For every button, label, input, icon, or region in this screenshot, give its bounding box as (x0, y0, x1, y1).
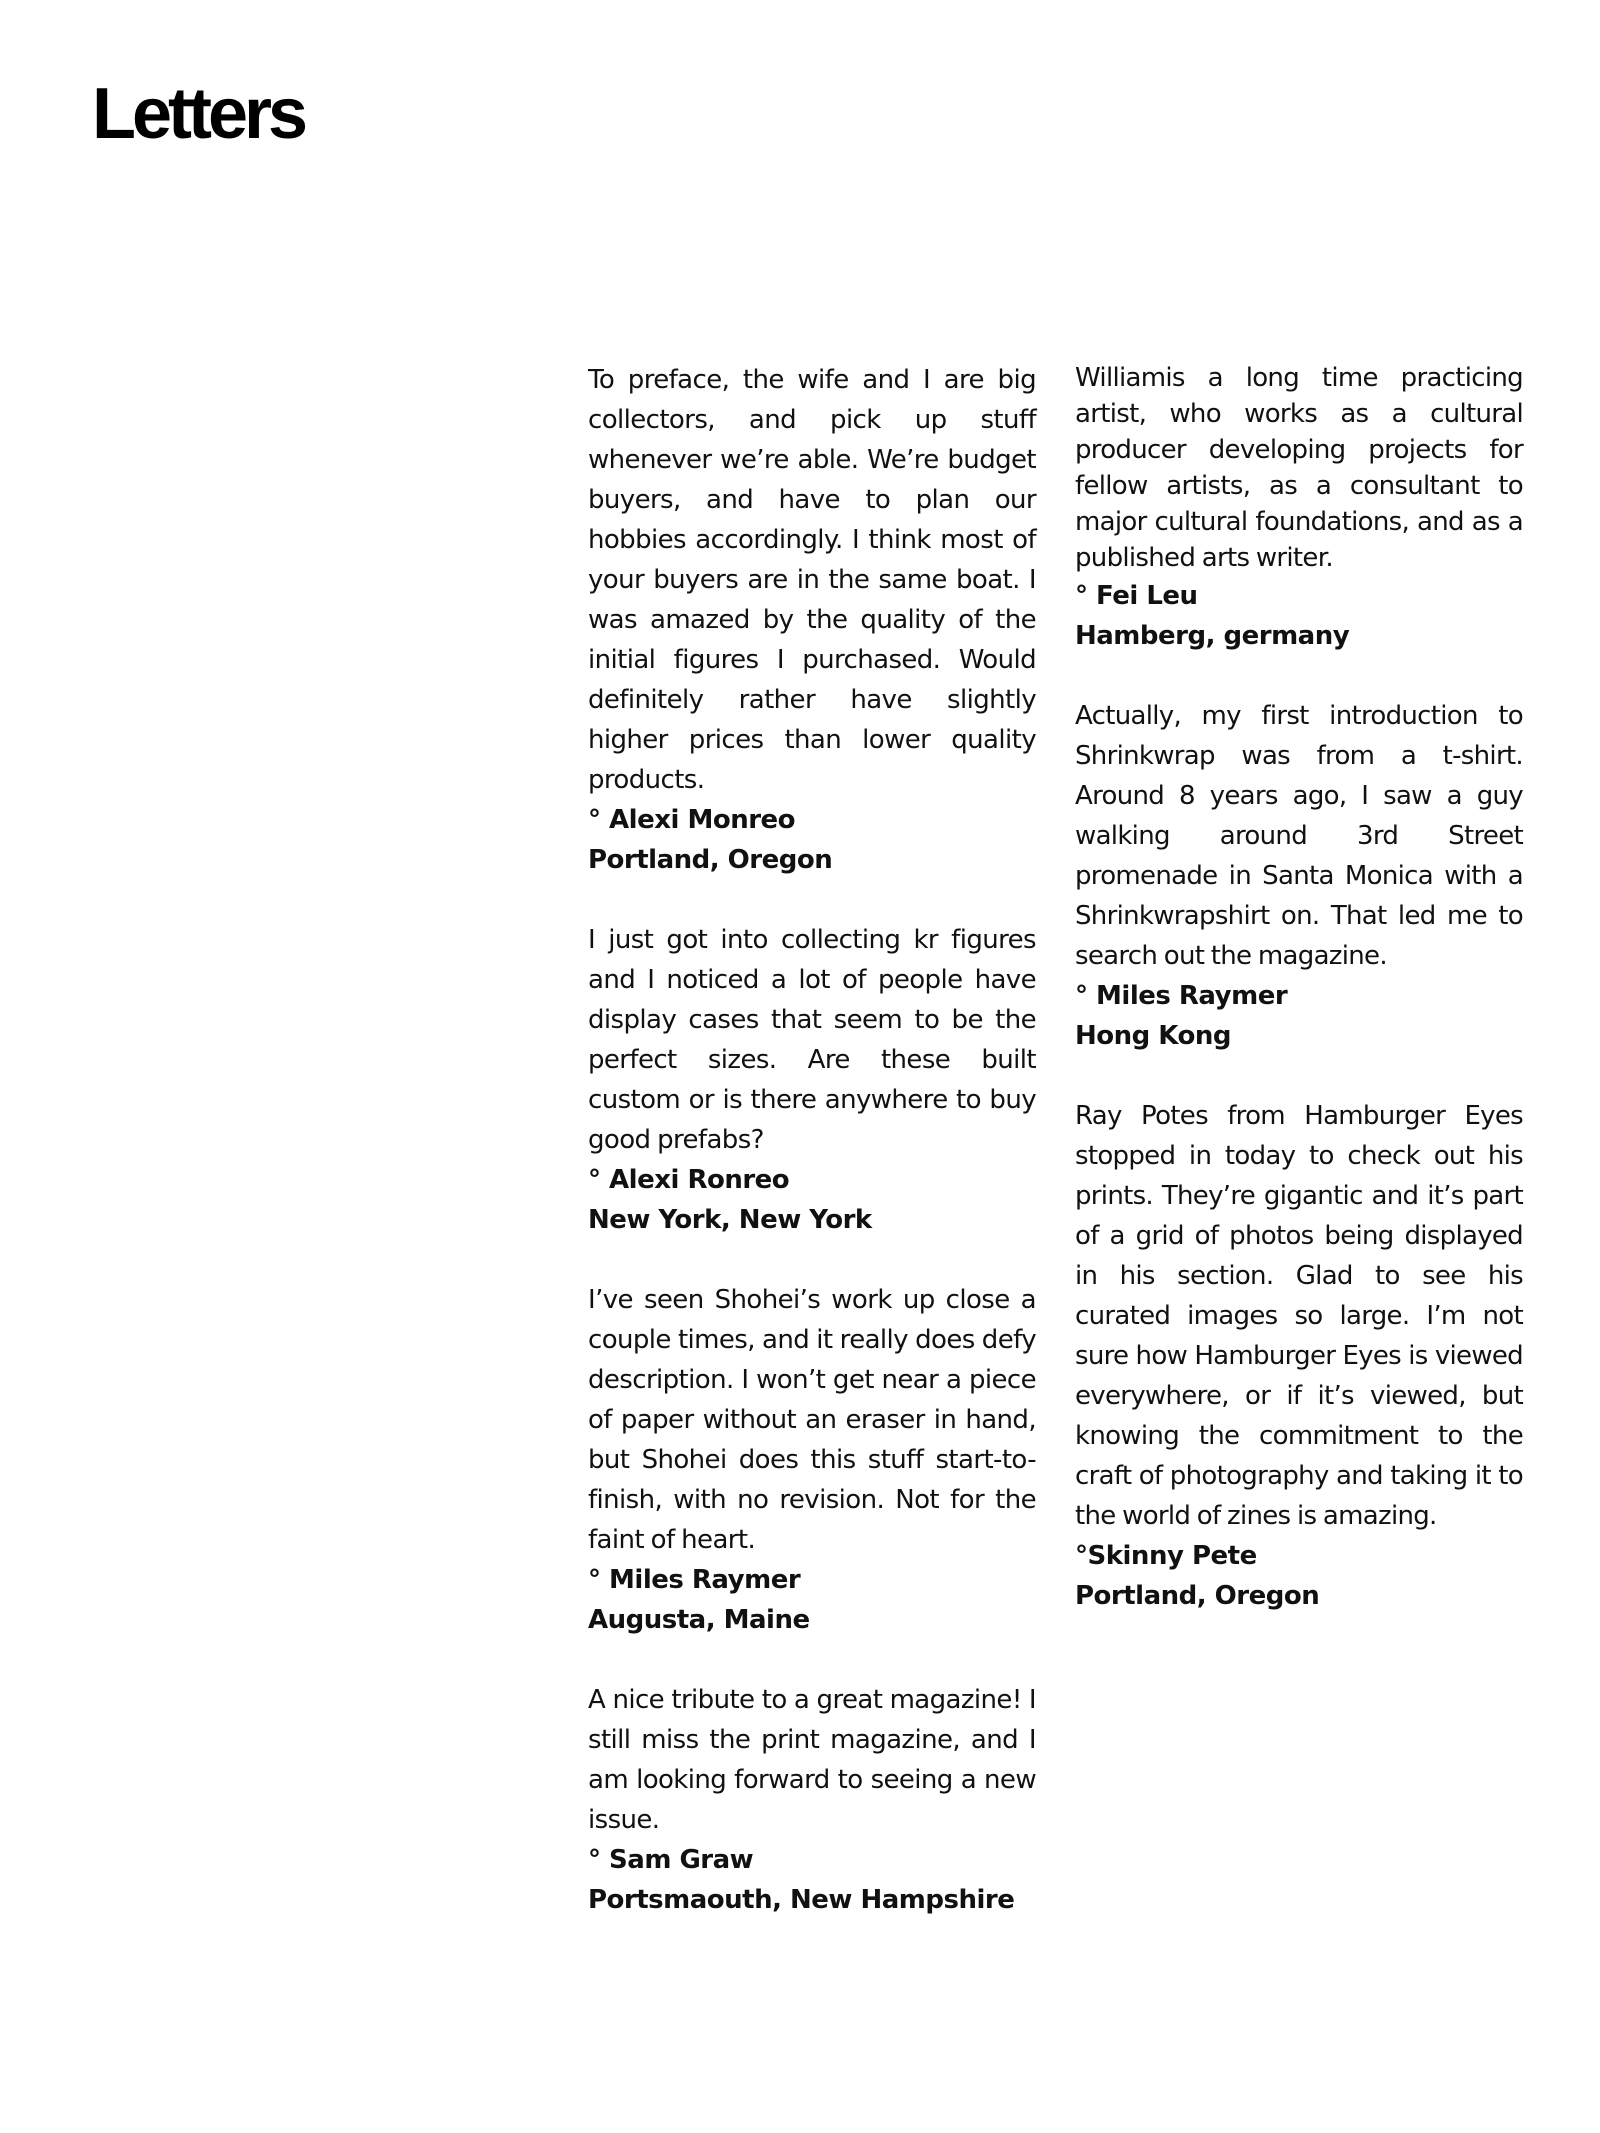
letter-body: I just got into collecting kr figures and I noticed a lot of people have display cases that seem to be the perfect sizes. Are these built custom or is there anywhere to buy good prefabs? (588, 925, 1036, 1155)
letter-location: Portland, Oregon (1075, 1581, 1320, 1611)
letters-column-left (588, 360, 1036, 1960)
letter (1075, 696, 1523, 1056)
letter-author: ° Miles Raymer (588, 1565, 801, 1595)
letter (588, 360, 1036, 880)
letter (588, 1280, 1036, 1640)
letter-body: To preface, the wife and I are big collectors, and pick up stuff whenever we’re able. We’re budget buyers, and have to plan our hobbies accordingly. I think most of your buyers are in the same boat. I was amazed by the quality of the initial figures I purchased. Would definitely rather have slightly higher prices than lower quality products. (588, 365, 1036, 795)
letter-author: ° Sam Graw (588, 1845, 754, 1875)
letter-author: ° Miles Raymer (1075, 981, 1288, 1011)
letter-location: Portland, Oregon (588, 845, 833, 875)
letter-body: I’ve seen Shohei’s work up close a couple times, and it really does defy description. I won’t get near a piece of paper without an eraser in hand, but Shohei does this stuff start-to-finish, with no revision. Not for the faint of heart. (588, 1285, 1036, 1555)
letter (588, 920, 1036, 1240)
letter-location: New York, New York (588, 1205, 872, 1235)
letter-location: Portsmaouth, New Hampshire (588, 1885, 1015, 1915)
letter-body: Ray Potes from Hamburger Eyes stopped in today to check out his prints. They’re gigantic and it’s part of a grid of photos being displayed in his section. Glad to see his curated images so large. I’m not sure how Hamburger Eyes is viewed everywhere, or if it’s viewed, but knowing the commitment to the craft of photography and taking it to the world of zines is amazing. (1075, 1101, 1523, 1531)
letter-author: ° Alexi Monreo (588, 805, 796, 835)
letter-body: Actually, my first introduction to Shrinkwrap was from a t-shirt. Around 8 years ago, I saw a guy walking around 3rd Street promenade in Santa Monica with a Shrinkwrapshirt on. That led me to search out the magazine. (1075, 701, 1523, 971)
letter-author: ° Fei Leu (1075, 581, 1198, 611)
letter (1075, 1096, 1523, 1616)
letters-column-right (1075, 360, 1523, 1656)
letter-author: °Skinny Pete (1075, 1541, 1257, 1571)
letter (588, 1680, 1036, 1920)
letter (1075, 360, 1523, 656)
letter-location: Hong Kong (1075, 1021, 1231, 1051)
letter-author: ° Alexi Ronreo (588, 1165, 790, 1195)
page-title: Letters (92, 74, 305, 154)
letter-location: Hamberg, germany (1075, 621, 1350, 651)
letter-body: Williamis a long time practicing artist, who works as a cultural producer developing projects for fellow artists, as a consultant to major cultural foundations, and as a published arts writer. (1075, 363, 1523, 573)
letter-location: Augusta, Maine (588, 1605, 810, 1635)
letter-body: A nice tribute to a great magazine! I still miss the print magazine, and I am looking forward to seeing a new issue. (588, 1685, 1036, 1835)
